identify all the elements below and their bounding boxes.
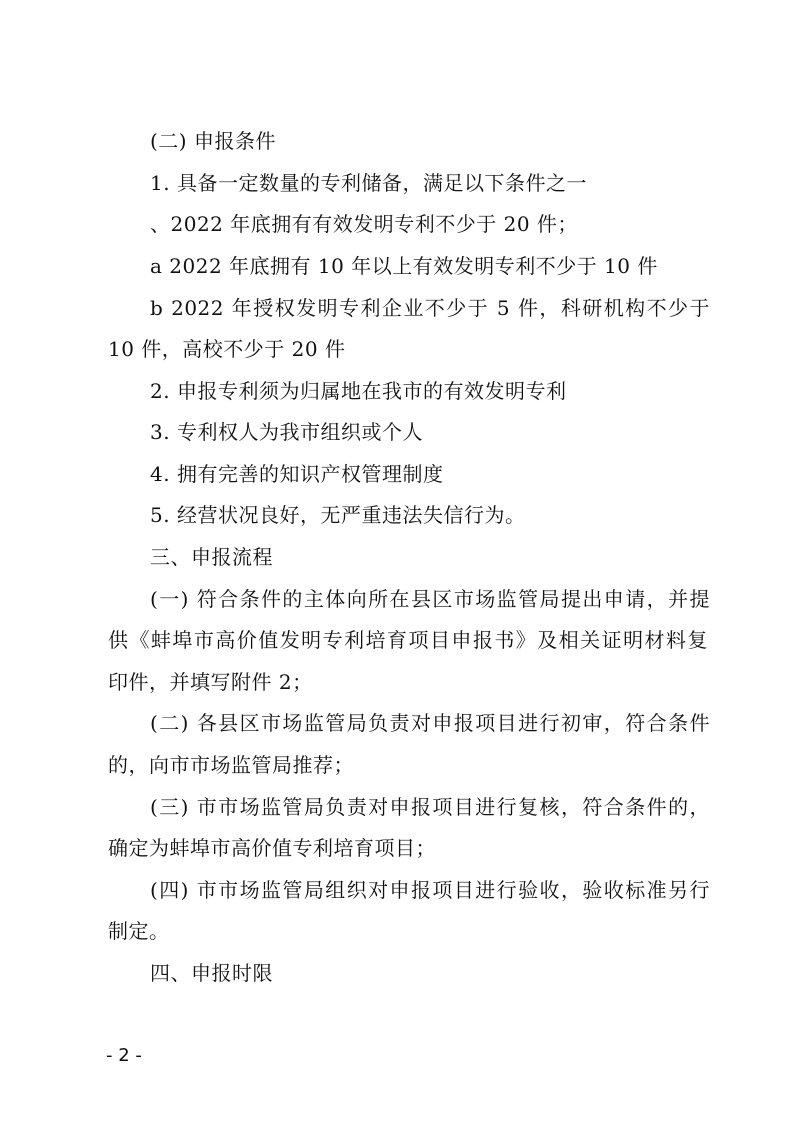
condition-1-item-b-cont: 10 件，高校不少于 20 件 <box>108 337 346 361</box>
process-step-1-end: 印件，并填写附件 2； <box>108 670 313 694</box>
process-step-3: (三) 市市场监管局负责对申报项目进行复核，符合条件的， <box>150 795 710 819</box>
condition-2: 2. 申报专利须为归属地在我市的有效发明专利 <box>150 379 567 403</box>
process-step-1: (一) 符合条件的主体向所在县区市场监管局提出申请，并提 <box>150 587 710 611</box>
condition-1-item: 、2022 年底拥有有效发明专利不少于 20 件； <box>150 212 578 236</box>
process-step-1-cont: 供《蚌埠市高价值发明专利培育项目申报书》及相关证明材料复 <box>108 628 708 652</box>
process-step-3-cont: 确定为蚌埠市高价值专利培育项目； <box>108 836 436 860</box>
process-step-4: (四) 市市场监管局组织对申报项目进行验收，验收标准另行 <box>150 878 710 902</box>
condition-3: 3. 专利权人为我市组织或个人 <box>150 420 423 444</box>
section-heading-conditions: (二) 申报条件 <box>150 129 276 153</box>
section-heading-time-limit: 四、申报时限 <box>150 961 273 985</box>
section-heading-process: 三、申报流程 <box>150 545 273 569</box>
condition-1-item-a: a 2022 年底拥有 10 年以上有效发明专利不少于 10 件 <box>150 254 658 278</box>
condition-4: 4. 拥有完善的知识产权管理制度 <box>150 462 444 486</box>
condition-1-item-b: b 2022 年授权发明专利企业不少于 5 件，科研机构不少于 <box>150 296 710 320</box>
page-number: - 2 - <box>106 1045 142 1066</box>
condition-5: 5. 经营状况良好，无严重违法失信行为。 <box>150 503 526 527</box>
process-step-2: (二) 各县区市场监管局负责对申报项目进行初审，符合条件 <box>150 711 710 735</box>
process-step-4-cont: 制定。 <box>108 919 170 943</box>
condition-1: 1. 具备一定数量的专利储备，满足以下条件之一 <box>150 171 587 195</box>
process-step-2-cont: 的，向市市场监管局推荐； <box>108 753 354 777</box>
